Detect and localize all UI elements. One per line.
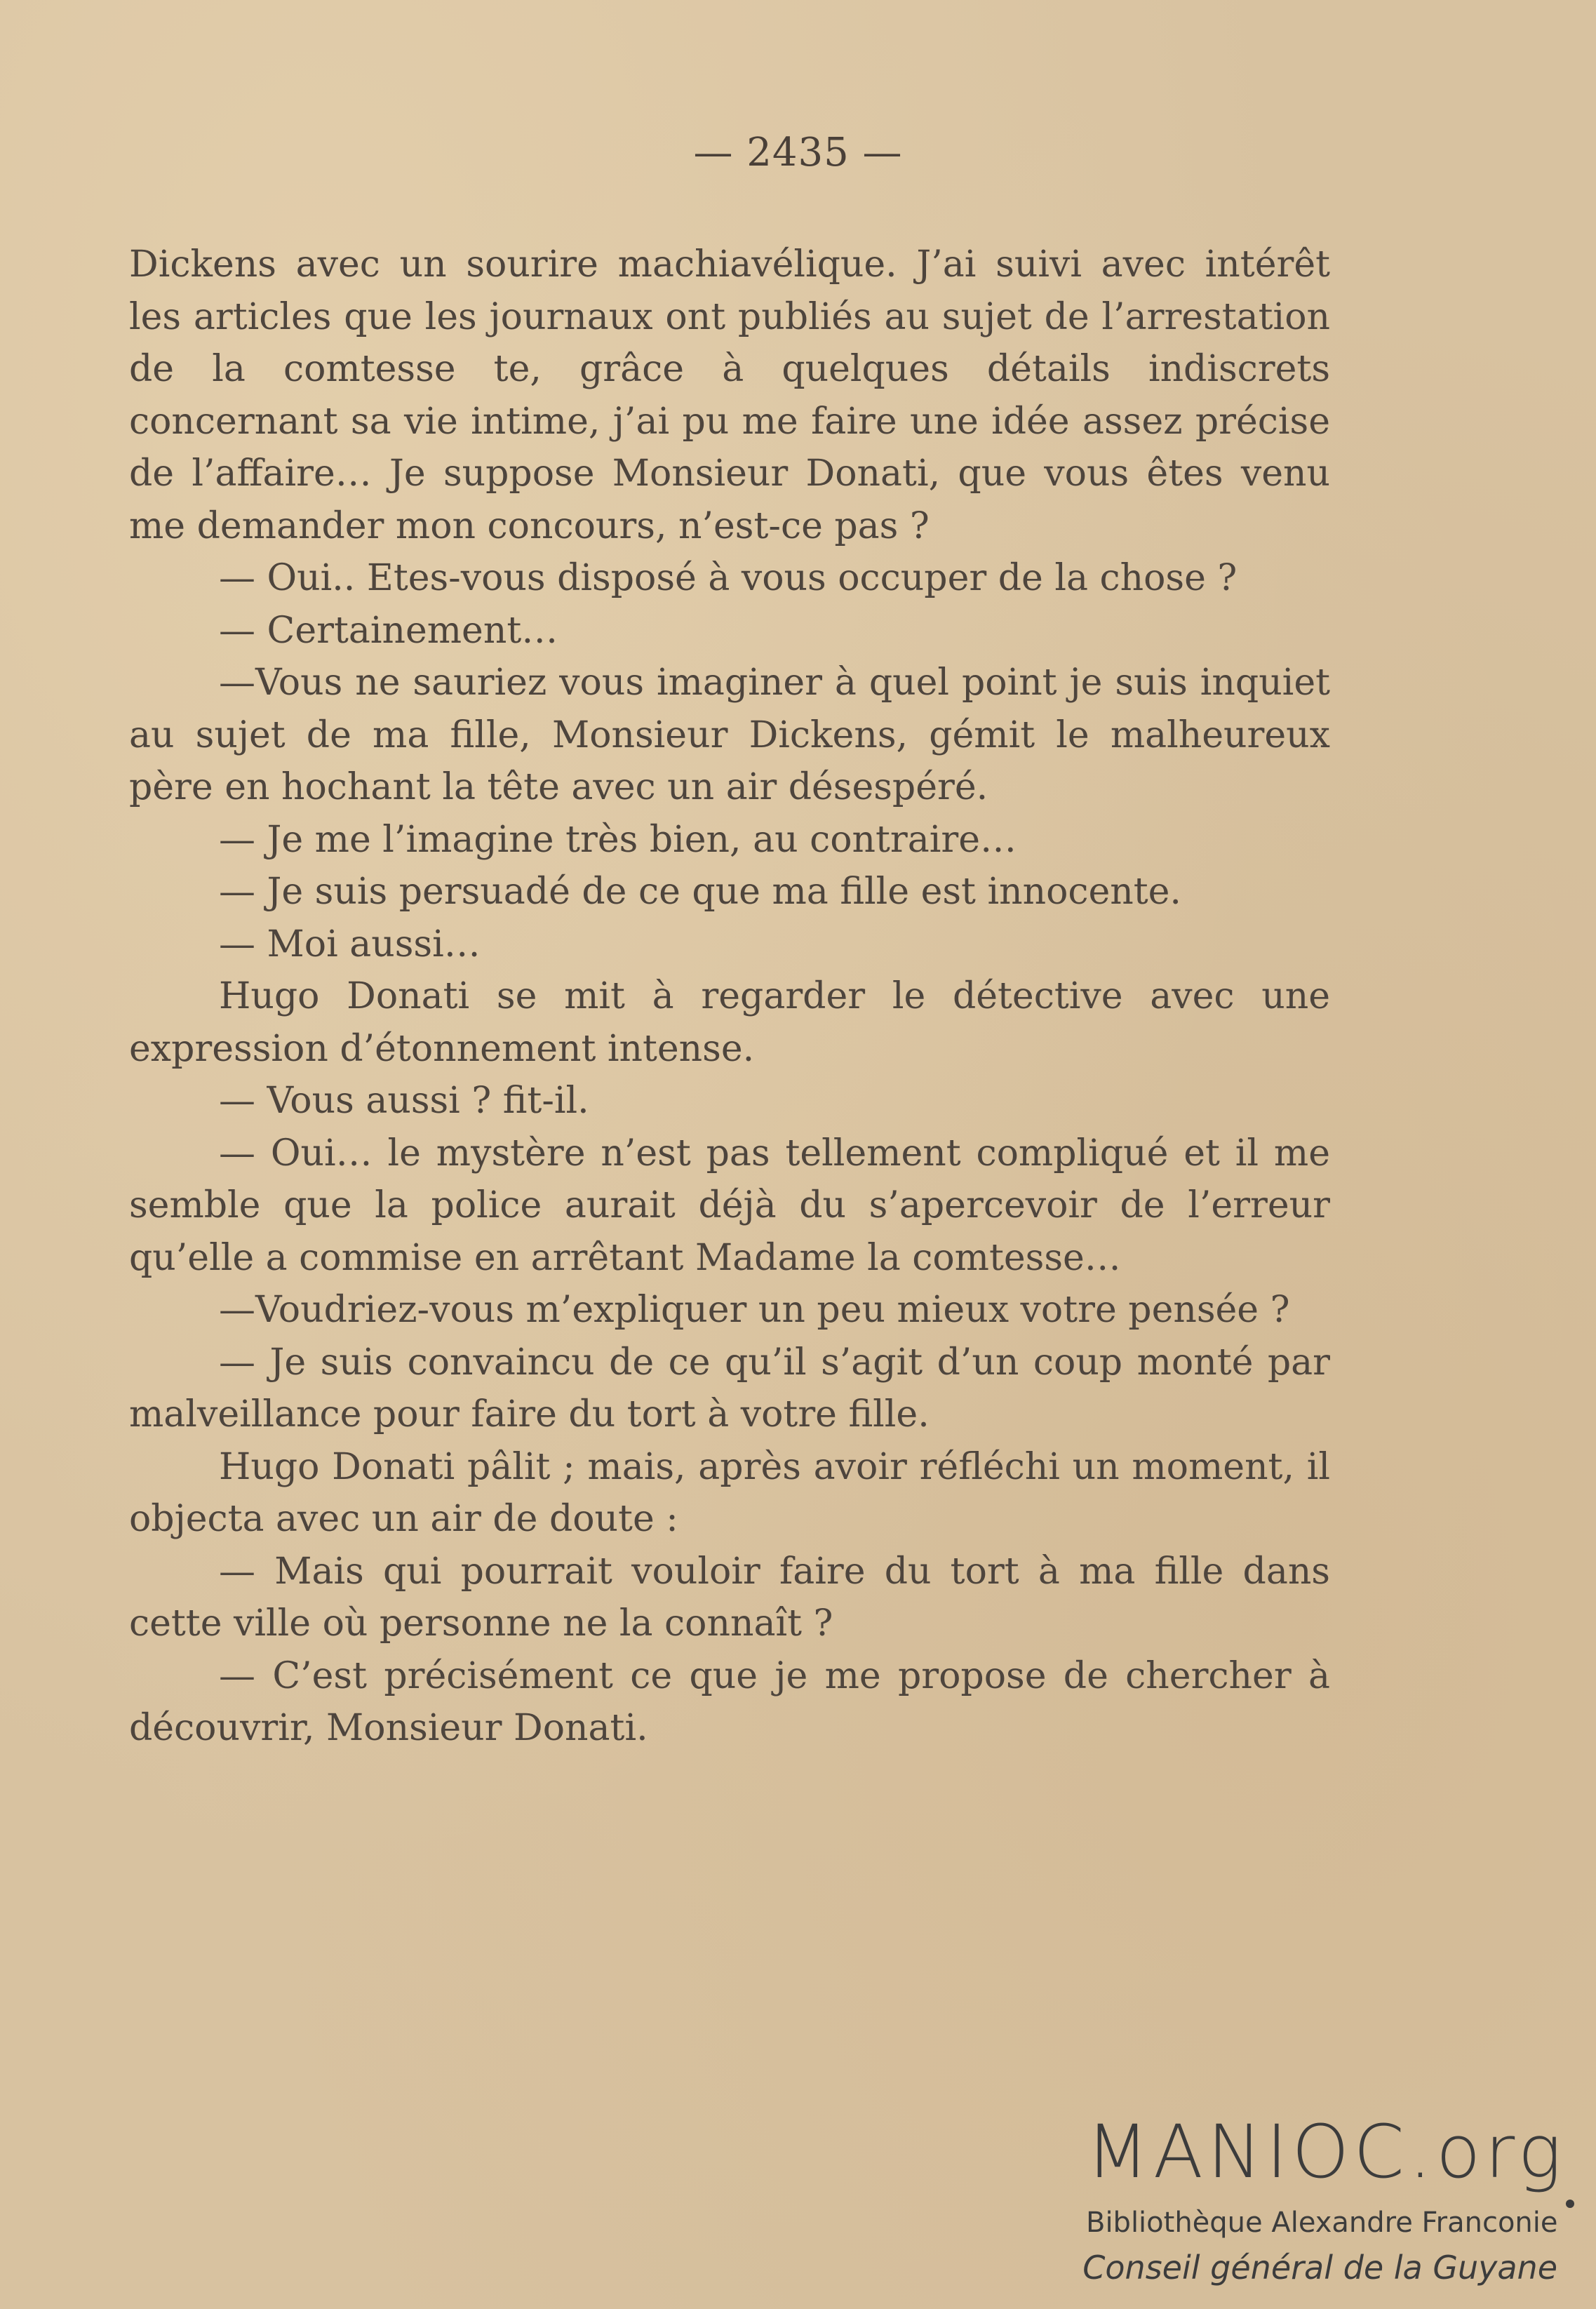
paragraph: —Vous ne sauriez vous imaginer à quel point je suis inquiet au sujet de ma fille, Monsieur Dickens, gémit le malheureux père en hochant la tête avec un air désespéré. [129, 662, 1330, 808]
logo-dot-icon [1566, 2200, 1574, 2208]
paragraph: — Oui.. Etes-vous disposé à vous occuper de la chose ? [219, 557, 1238, 599]
paragraph: — Vous aussi ? fit-il. [219, 1080, 589, 1122]
paragraph: Hugo Donati pâlit ; mais, après avoir réfléchi un moment, il objecta avec un air de doute : [129, 1445, 1330, 1540]
paragraph: — Moi aussi… [219, 923, 481, 965]
paragraph: — Je suis convaincu de ce qu’il s’agit d’un coup monté par malveillance pour faire du tort à votre fille. [129, 1341, 1330, 1435]
paragraph: Dickens avec un sourire machiavélique. J’ai suivi avec intérêt les articles que les journaux ont publiés au sujet de l’arrestation de la comtesse te, grâce à quelques détails indiscrets concernant sa vie intime, j’ai pu me faire une idée assez précise de l’affaire… Je suppose Monsieur Donati, que vous êtes venu me demander mon concours, n’est-ce pas ? [129, 243, 1330, 547]
paragraph: — Certainement… [219, 609, 558, 652]
manioc-logo: MANIOC.org [1086, 2109, 1566, 2195]
library-name: Bibliothèque Alexandre Franconie [1086, 2207, 1558, 2239]
paragraph: — Je suis persuadé de ce que ma fille est innocente. [219, 871, 1181, 913]
body-text [129, 239, 1330, 1755]
council-name: Conseil général de la Guyane [1082, 2249, 1557, 2287]
page-number: — 2435 — [693, 130, 903, 175]
manioc-watermark [0, 2109, 1596, 2298]
paragraph: —Voudriez-vous m’expliquer un peu mieux votre pensée ? [219, 1289, 1290, 1331]
paragraph: — Oui… le mystère n’est pas tellement compliqué et il me semble que la police aurait déjà du s’apercevoir de l’erreur qu’elle a commise en arrêtant Madame la comtesse… [129, 1132, 1330, 1279]
paragraph: — Mais qui pourrait vouloir faire du tort à ma fille dans cette ville où personne ne la connaît ? [129, 1550, 1330, 1645]
paragraph: Hugo Donati se mit à regarder le détective avec une expression d’étonnement intense. [129, 975, 1330, 1070]
paragraph: — C’est précisément ce que je me propose de chercher à découvrir, Monsieur Donati. [129, 1654, 1330, 1749]
paragraph: — Je me l’imagine très bien, au contraire… [219, 818, 1017, 861]
